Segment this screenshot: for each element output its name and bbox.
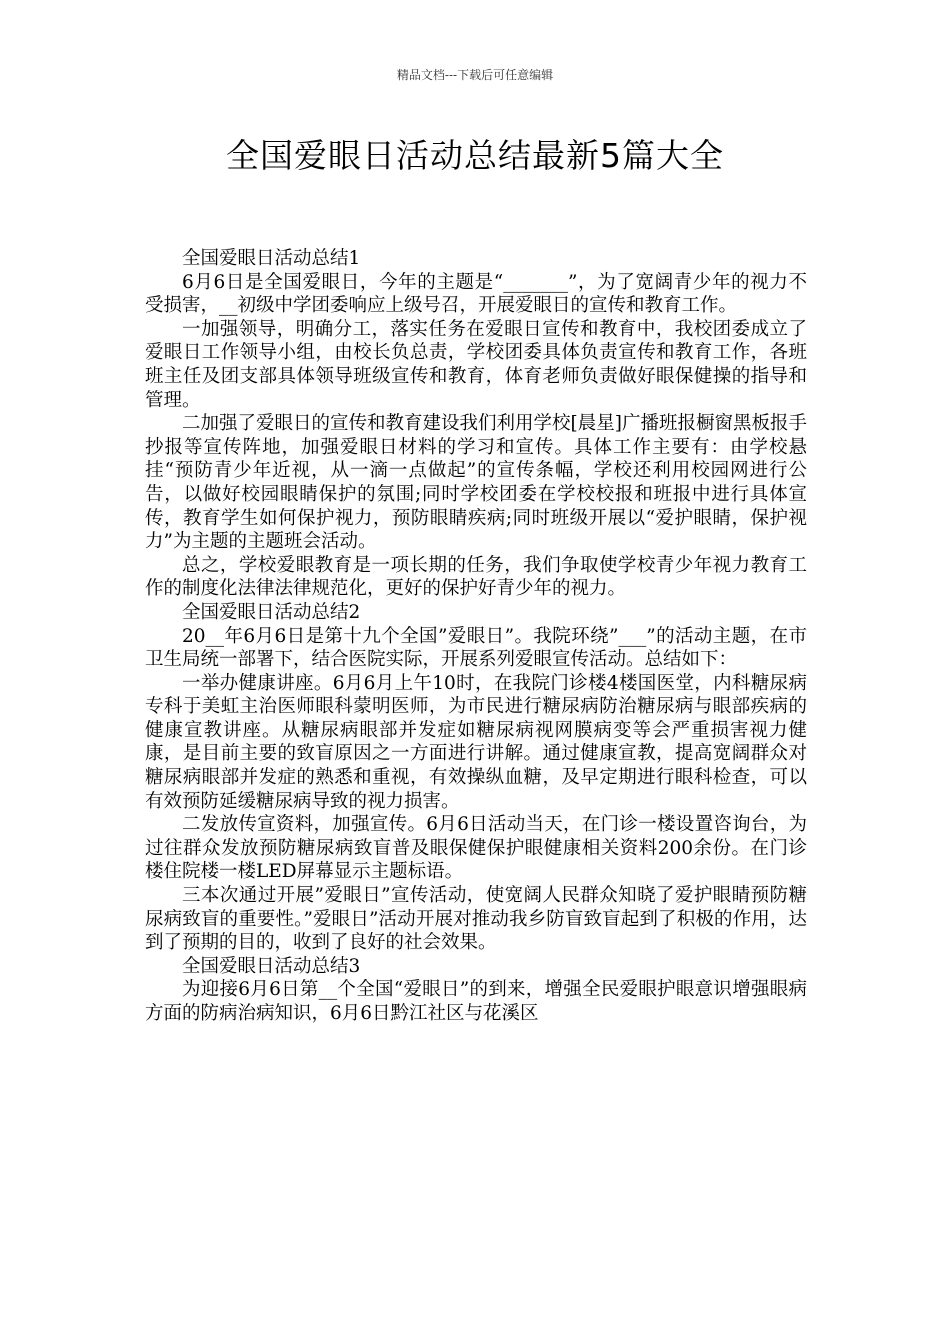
paragraph: 为迎接6月6日第__个全国“爱眼日”的到来，增强全民爱眼护眼意识增强眼病方面的防病治病知识，6月6日黔江社区与花溪区 [145, 979, 807, 1024]
paragraph: 三本次通过开展”爱眼日”宣传活动，使宽阔人民群众知晓了爱护眼睛预防糖尿病致盲的重要性。”爱眼日”活动开展对推动我乡防盲致盲起到了积极的作用，达到了预期的目的，收到了良好的社会效果。 [145, 885, 807, 954]
paragraph: 一加强领导，明确分工，落实任务在爱眼日宣传和教育中，我校团委成立了爱眼日工作领导小组，由校长负总责，学校团委具体负责宣传和教育工作，各班班主任及团支部具体领导班级宣传和教育，体育老师负责做好眼保健操的指导和管理。 [145, 318, 807, 411]
section-heading: 全国爱眼日活动总结3 [182, 955, 361, 977]
document-title: 全国爱眼日活动总结最新5篇大全 [226, 136, 724, 175]
header-note: 精品文档---下载后可任意编辑 [396, 68, 554, 82]
paragraph: 一举办健康讲座。6月6月上午10时，在我院门诊楼4楼国医堂，内科糖尿病专科于美虹主治医师眼科蒙明医师，为市民进行糖尿病防治糖尿病与眼部疾病的健康宣教讲座。从糖尿病眼部并发症如糖尿病视网膜病变等会严重损害视力健康，是目前主要的致盲原因之一方面进行讲解。通过健康宣教，提高宽阔群众对糖尿病眼部并发症的熟悉和重视，有效操纵血糖，及早定期进行眼科检查，可以有效预防延缓糖尿病导致的视力损害。 [145, 672, 807, 812]
document-body [145, 247, 807, 1026]
section-heading: 全国爱眼日活动总结2 [182, 601, 361, 623]
paragraph: 6月6日是全国爱眼日，今年的主题是“_______”，为了宽阔青少年的视力不受损害，__初级中学团委响应上级号召，开展爱眼日的宣传和教育工作。 [145, 271, 807, 317]
paragraph: 二加强了爱眼日的宣传和教育建设我们利用学校[晨星]广播班报橱窗黑板报手抄报等宣传阵地，加强爱眼日材料的学习和宣传。具体工作主要有：由学校悬挂“预防青少年近视，从一滴一点做起”的宣传条幅，学校还利用校园网进行公告，以做好校园眼睛保护的氛围;同时学校团委在学校校报和班报中进行具体宣传，教育学生如何保护视力，预防眼睛疾病;同时班级开展以“爱护眼睛，保护视力”为主题的主题班会活动。 [145, 413, 807, 553]
paragraph: 总之，学校爱眼教育是一项长期的任务，我们争取使学校青少年视力教育工作的制度化法律法律规范化，更好的保护好青少年的视力。 [145, 554, 807, 600]
section-heading: 全国爱眼日活动总结1 [182, 248, 361, 269]
paragraph: 二发放传宣资料，加强宣传。6月6日活动当天，在门诊一楼设置咨询台，为过往群众发放预防糖尿病致盲普及眼保健保护眼健康相关资料200余份。在门诊楼住院楼一楼LED屏幕显示主题标语。 [145, 814, 807, 883]
paragraph: 20__年6月6日是第十九个全国”爱眼日”。我院环绕”___”的活动主题，在市卫生局统一部署下，结合医院实际，开展系列爱眼宣传活动。总结如下： [145, 625, 807, 671]
